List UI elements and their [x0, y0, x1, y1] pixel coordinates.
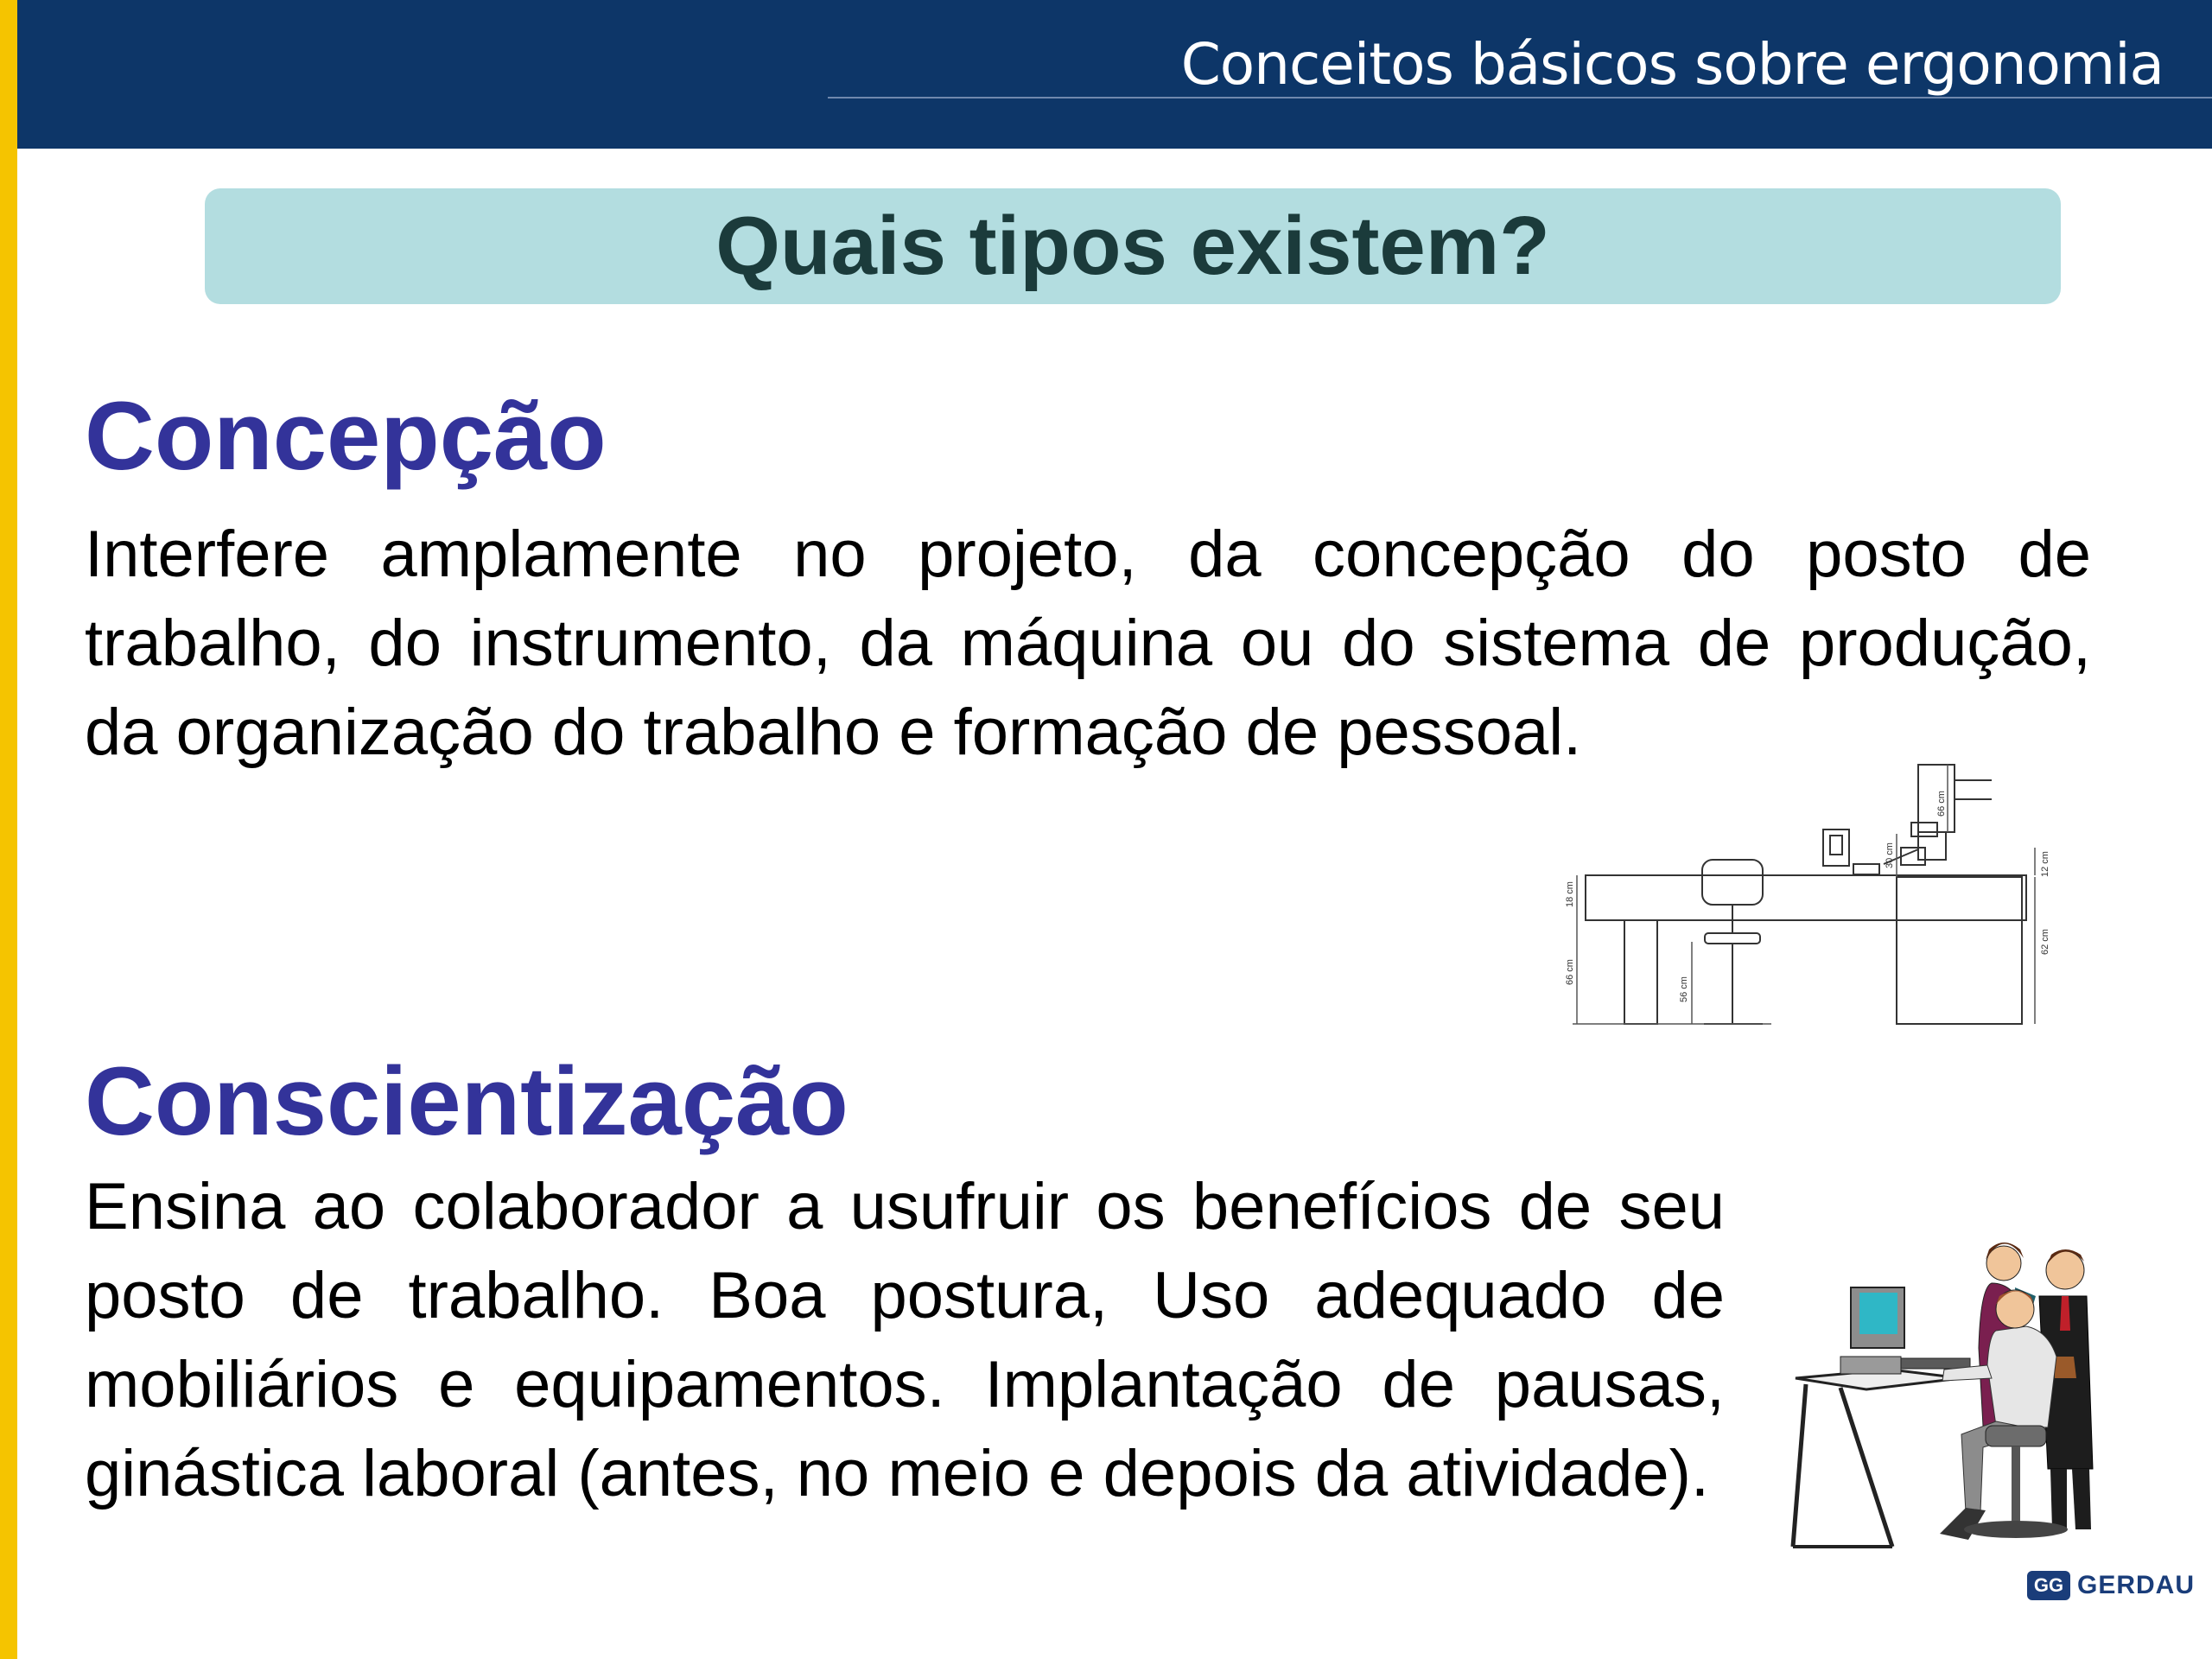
- section-text-concepcao: Interfere amplamente no projeto, da concepção do posto de trabalho, do instrumento, da máquina ou do sistema de produção, da organização do trabalho e formação de pessoal.: [85, 518, 2091, 769]
- section-heading-concepcao: Concepção: [85, 382, 607, 490]
- office-workers-illustration: [1789, 1166, 2203, 1581]
- section-text-conscientizacao: Ensina ao colaborador a usufruir os benefícios de seu posto de trabalho. Boa postura, Uso adequado de mobiliários e equipamentos. Implantação de pausas, ginástica laboral (antes, no meio e depois da atividade).: [85, 1170, 1725, 1510]
- gerdau-logo: [2027, 1571, 2195, 1600]
- dim-label-3: 56 cm: [1679, 976, 1689, 1002]
- dim-label-2: 66 cm: [1565, 959, 1575, 985]
- question-text: Quais tipos existem?: [715, 200, 1550, 292]
- dim-label-6: 12 cm: [2040, 851, 2050, 877]
- dim-label-4: 30 cm: [1885, 842, 1895, 868]
- left-accent-stripe: [0, 0, 17, 1659]
- dim-label-1: 18 cm: [1565, 881, 1575, 907]
- workstation-diagram: [1555, 756, 2056, 1041]
- slide-header-title: Conceitos básicos sobre ergonomia: [1180, 31, 2164, 98]
- dim-label-7: 62 cm: [2040, 929, 2050, 955]
- gerdau-logo-word: GERDAU: [2077, 1571, 2196, 1599]
- gerdau-logo-mark: GG: [2027, 1571, 2070, 1600]
- question-banner: [205, 188, 2061, 304]
- dim-label-5: 66 cm: [1936, 791, 1947, 817]
- section-heading-conscientizacao: Conscientização: [85, 1047, 849, 1155]
